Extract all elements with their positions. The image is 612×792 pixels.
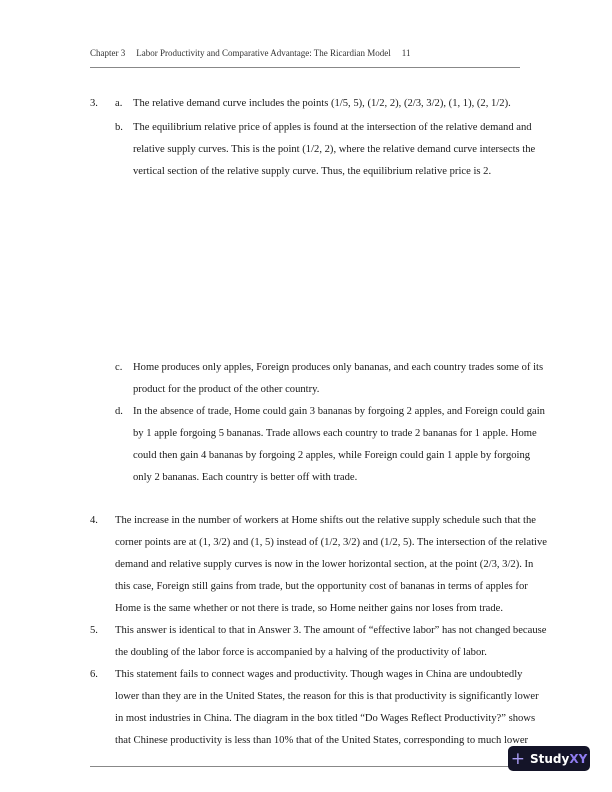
text-line: The relative demand curve includes the points (1/5, 5), (1/2, 2), (2/3, 3/2), (1, 1), (2, 1/2).	[133, 98, 511, 109]
answer-3a	[133, 93, 520, 115]
text-line: In the absence of trade, Home could gain 3 bananas by forgoing 2 apples, and Foreign could gain	[133, 406, 545, 417]
text-line: that Chinese productivity is less than 10% that of the United States, corresponding to much lower	[115, 735, 529, 746]
text-line: corner points are at (1, 3/2) and (1, 5) instead of (1/2, 3/2) and (1/2, 5). The intersection of the relative	[115, 537, 547, 548]
item-number: 4.	[90, 515, 98, 526]
item-number: 6.	[90, 669, 98, 680]
item-number: 5.	[90, 625, 98, 636]
answer-6	[115, 664, 539, 752]
chapter-title: Labor Productivity and Comparative Advantage: The Ricardian Model	[136, 48, 391, 58]
sub-letter: c.	[115, 362, 123, 373]
text-line: could then gain 4 bananas by forgoing 2 apples, while Foreign could gain 1 apple by forgoing	[133, 450, 531, 461]
running-header	[90, 48, 421, 58]
text-line: This answer is identical to that in Answer 3. The amount of “effective labor” has not changed because	[115, 625, 547, 636]
answer-3d	[133, 401, 545, 489]
brand-study: Study	[529, 751, 570, 766]
header-rule	[90, 67, 520, 68]
text-line: lower than they are in the United States, the reason for this is that productivity is significantly lower	[115, 691, 539, 702]
text-line: demand and relative supply curves is now in the lower horizontal section, at the point (2/3, 3/2). In	[115, 559, 534, 570]
text-line: vertical section of the relative supply curve. Thus, the equilibrium relative price is 2.	[133, 166, 492, 177]
item-number: 3.	[90, 98, 98, 109]
page-number: 11	[401, 48, 411, 58]
sub-letter: d.	[115, 406, 123, 417]
text-line: the doubling of the labor force is accompanied by a halving of the productivity of labor.	[115, 647, 487, 658]
text-line: This statement fails to connect wages and productivity. Though wages in China are undoubtedly	[115, 669, 523, 680]
text-line: product for the product of the other country.	[133, 384, 320, 395]
answer-3c	[133, 357, 544, 401]
sub-letter: a.	[115, 98, 123, 109]
plus-icon: +	[510, 748, 525, 769]
answer-4	[115, 510, 547, 620]
sub-letter: b.	[115, 122, 123, 133]
text-line: this case, Foreign still gains from trade, but the opportunity cost of bananas in terms of apples for	[115, 581, 528, 592]
text-line: Home is the same whether or not there is trade, so Home neither gains nor loses from trade.	[115, 603, 504, 614]
text-line: relative supply curves. This is the point (1/2, 2), where the relative demand curve intersects the	[133, 144, 536, 155]
brand-xy: XY	[569, 751, 588, 766]
text-line: only 2 bananas. Each country is better off with trade.	[133, 472, 358, 483]
footer-rule	[90, 766, 520, 767]
text-line: by 1 apple forgoing 5 bananas. Trade allows each country to trade 2 bananas for 1 apple. Home	[133, 428, 537, 439]
answer-5	[115, 620, 547, 664]
text-line: Home produces only apples, Foreign produces only bananas, and each country trades some of its	[133, 362, 544, 373]
studyxy-badge[interactable]	[508, 746, 590, 771]
chapter-label: Chapter 3	[90, 48, 126, 58]
answer-3b	[133, 117, 536, 183]
text-line: The increase in the number of workers at Home shifts out the relative supply schedule such that the	[115, 515, 536, 526]
text-line: The equilibrium relative price of apples is found at the intersection of the relative demand and	[133, 122, 532, 133]
text-line: in most industries in China. The diagram in the box titled “Do Wages Reflect Productivity?” shows	[115, 713, 536, 724]
